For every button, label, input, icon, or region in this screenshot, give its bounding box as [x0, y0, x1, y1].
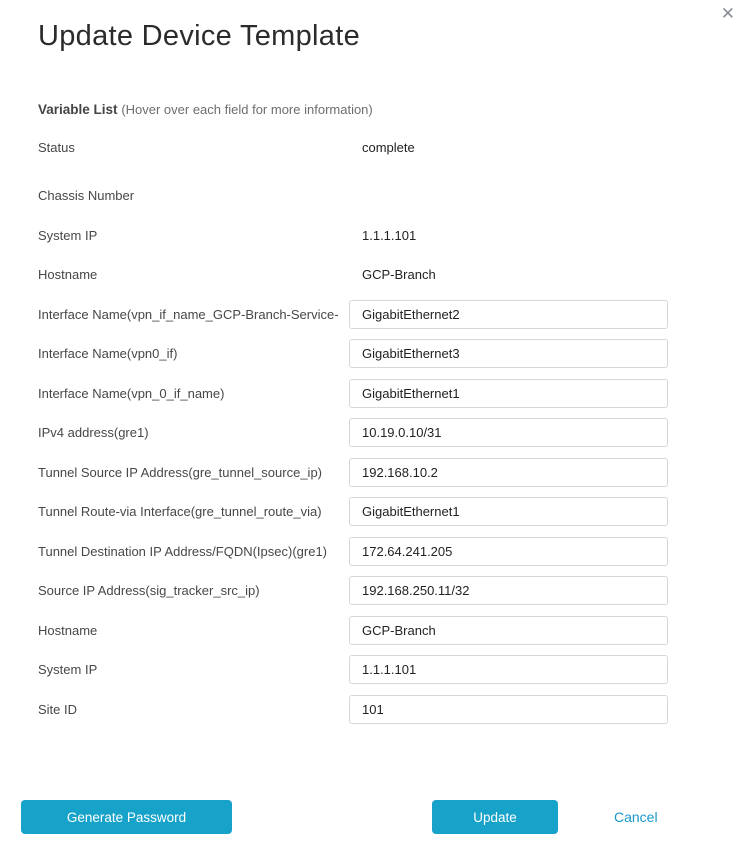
variable-list-heading	[38, 102, 373, 117]
field-label: Tunnel Destination IP Address/FQDN(Ipsec)(gre1)	[38, 543, 328, 559]
field-input[interactable]	[349, 300, 668, 329]
field-row	[38, 339, 714, 368]
field-input[interactable]	[349, 616, 668, 645]
variable-list-hint: (Hover over each field for more information)	[121, 102, 373, 117]
field-input[interactable]	[349, 339, 668, 368]
field-label: System IP	[38, 227, 98, 243]
close-icon[interactable]: ✕	[720, 4, 735, 23]
field-row	[38, 458, 714, 487]
field-input[interactable]	[349, 695, 668, 724]
field-label: Interface Name(vpn_0_if_name)	[38, 385, 225, 401]
field-label: Hostname	[38, 267, 98, 282]
field-label: Tunnel Source IP Address(gre_tunnel_source_ip)	[38, 464, 323, 480]
variable-list-title: Variable List	[38, 102, 118, 117]
dialog-footer	[0, 800, 752, 834]
field-label: Chassis Number	[38, 188, 135, 203]
field-label: Hostname	[38, 622, 98, 638]
field-label: Interface Name(vpn0_if)	[38, 346, 178, 361]
field-input[interactable]	[349, 379, 668, 408]
field-input[interactable]	[349, 418, 668, 447]
field-row	[38, 616, 714, 645]
field-row	[38, 379, 714, 408]
field-input[interactable]	[349, 537, 668, 566]
field-label: Interface Name(vpn_if_name_GCP-Branch-Service-	[38, 306, 339, 322]
field-label: Tunnel Route-via Interface(gre_tunnel_route_via)	[38, 504, 322, 519]
cancel-button[interactable]: Cancel	[614, 809, 658, 825]
field-input[interactable]	[349, 458, 668, 487]
variable-list	[38, 133, 714, 734]
field-input[interactable]	[349, 655, 668, 684]
field-label: Site ID	[38, 701, 78, 717]
generate-password-button[interactable]: Generate Password	[21, 800, 232, 834]
field-label: Status	[38, 140, 75, 155]
field-row	[38, 655, 714, 684]
field-row	[38, 260, 714, 289]
field-row	[38, 497, 714, 526]
update-button[interactable]: Update	[432, 800, 558, 834]
field-value: complete	[362, 140, 415, 155]
field-row	[38, 221, 714, 250]
field-value: GCP-Branch	[362, 267, 436, 282]
dialog-title: Update Device Template	[38, 20, 361, 52]
field-input[interactable]	[349, 576, 668, 605]
field-row	[38, 418, 714, 447]
field-input[interactable]	[349, 497, 668, 526]
field-row	[38, 300, 714, 329]
field-row	[38, 133, 714, 162]
field-value: 1.1.1.101	[362, 227, 417, 243]
field-label: Source IP Address(sig_tracker_src_ip)	[38, 583, 260, 598]
field-row	[38, 537, 714, 566]
field-label: System IP	[38, 662, 98, 677]
field-label: IPv4 address(gre1)	[38, 425, 149, 440]
field-row	[38, 181, 714, 210]
field-row	[38, 576, 714, 605]
field-row	[38, 695, 714, 724]
